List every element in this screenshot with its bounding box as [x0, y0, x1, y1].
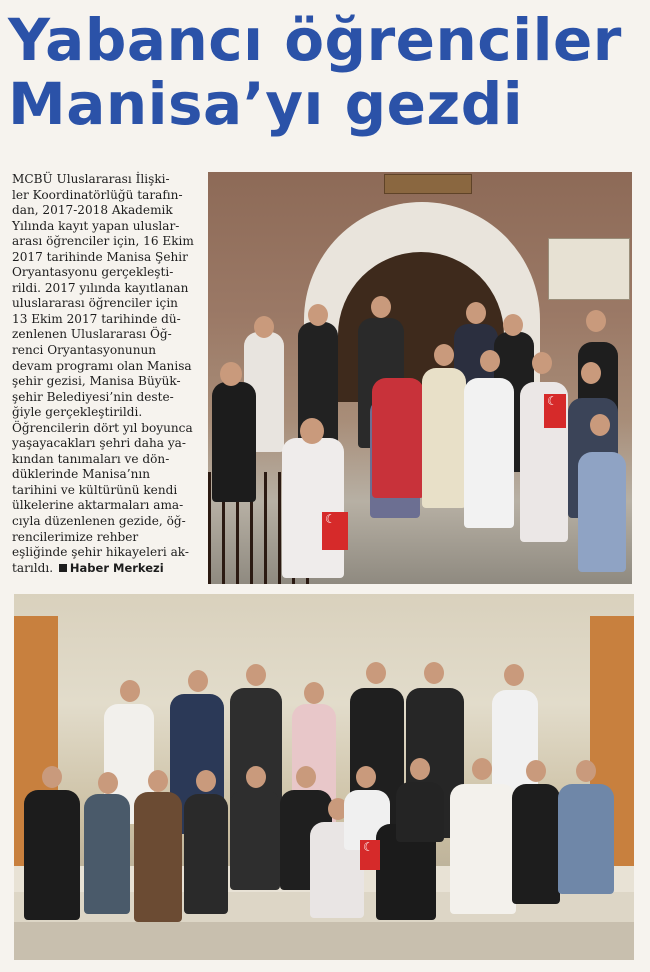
turkish-flag-icon — [360, 840, 380, 870]
person — [212, 382, 256, 502]
person-head — [98, 772, 118, 794]
person-head — [196, 770, 216, 792]
person-head — [581, 362, 601, 384]
person — [512, 784, 560, 904]
person-red-jacket — [372, 378, 424, 498]
person — [282, 438, 344, 578]
person-head — [424, 662, 444, 684]
person — [396, 782, 444, 842]
person-head — [503, 314, 523, 336]
person — [422, 368, 466, 508]
turkish-flag-icon — [544, 394, 566, 428]
photo-group-steps — [14, 594, 634, 960]
person-head — [300, 418, 324, 444]
person-head — [356, 766, 376, 788]
byline-square-icon — [59, 564, 67, 572]
person — [578, 452, 626, 572]
headline-line-2: Manisa’yı gezdi — [8, 70, 524, 138]
person-head — [304, 682, 324, 704]
person-head — [504, 664, 524, 686]
headline-line-1: Yabancı öğrenciler — [8, 6, 622, 74]
person — [134, 792, 182, 922]
person-head — [120, 680, 140, 702]
person-head — [308, 304, 328, 326]
floor — [14, 922, 634, 960]
person-head — [371, 296, 391, 318]
person-head — [148, 770, 168, 792]
person — [24, 790, 80, 920]
headline — [8, 8, 642, 136]
person-head — [42, 766, 62, 788]
person-head — [590, 414, 610, 436]
person-head — [246, 664, 266, 686]
person-head — [366, 662, 386, 684]
person-head — [576, 760, 596, 782]
person-head — [532, 352, 552, 374]
person-head — [220, 362, 242, 386]
article-body — [12, 172, 200, 576]
person — [558, 784, 614, 894]
person-head — [246, 766, 266, 788]
person — [184, 794, 228, 914]
person — [450, 784, 516, 914]
person-head — [586, 310, 606, 332]
article-text: MCBÜ Uluslararası İlişki- ler Koordinatörlüğü tarafın- dan, 2017-2018 Akademik Yılında kayıt yapan uluslar- arası öğrenciler için, 16 Ekim 2017 tarihinde Manisa Şehir Oryantasyonu gerçekleşti- rildi. 2017 yılında kayıtlanan uluslararası öğrenciler için 13 Ekim 2017 tarihinde dü- zenlenen Uluslararası Öğ- renci Oryantasyonunun devam programı olan Manisa şehir gezisi, Manisa Büyük- şehir Belediyesi’nin deste- ğiyle gerçekleştirildi. Öğrencilerin dört yıl boyunca yaşayacakları şehri daha ya- kından tanımaları ve dön- düklerinde Manisa’nın tarihini ve kültürünü kendi ülkelerine aktarmaları ama- cıyla düzenlenen gezide, öğ- rencilerimize rehber eşliğinde şehir hikayeleri ak- tarıldı. — [12, 172, 194, 575]
person-head — [434, 344, 454, 366]
person-head — [466, 302, 486, 324]
byline-text: Haber Merkezi — [69, 560, 164, 575]
person — [230, 790, 280, 890]
person-head — [296, 766, 316, 788]
person-head — [410, 758, 430, 780]
inscription-plaque — [384, 174, 472, 194]
person-head — [472, 758, 492, 780]
person-head — [188, 670, 208, 692]
photo-group-doorway — [208, 172, 632, 584]
person — [464, 378, 514, 528]
info-sign — [548, 238, 630, 300]
person-head — [254, 316, 274, 338]
person-head — [480, 350, 500, 372]
person-head — [526, 760, 546, 782]
person — [84, 794, 130, 914]
turkish-flag-icon — [322, 512, 348, 550]
byline — [57, 561, 164, 575]
